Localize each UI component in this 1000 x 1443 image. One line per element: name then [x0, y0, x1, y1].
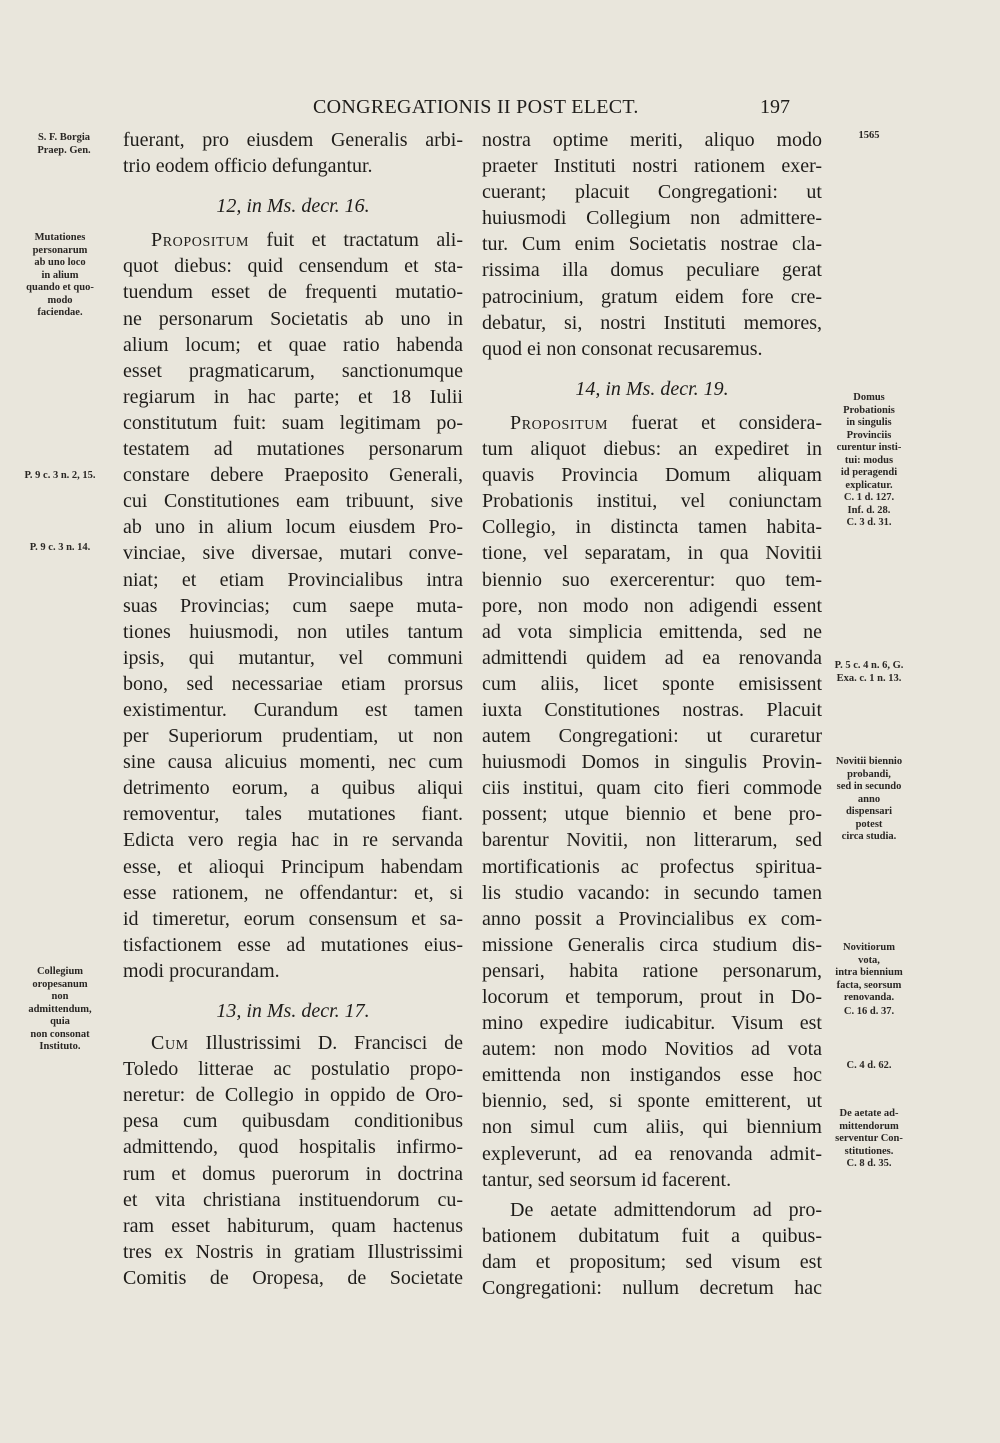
text-line: tantur, sed seorsum id facerent.	[482, 1168, 732, 1191]
margin-line: Probationis	[843, 404, 895, 416]
margin-line: non consonat	[30, 1028, 90, 1040]
author-note	[8, 132, 120, 157]
text-line: tisfactionem esse ad mutationes eius-	[123, 933, 463, 956]
text-line: ne personarum Societatis ab uno in	[123, 307, 463, 330]
margin-line: facta, seorsum	[836, 979, 902, 991]
text-line: ipsis, qui mutantur, vel communi	[123, 646, 463, 669]
text-line: constare debere Praeposito Generali,	[123, 464, 463, 487]
margin-line: probandi,	[847, 768, 891, 780]
text-line: id timeretur, eorum consensum et sa-	[123, 907, 463, 930]
text-line: locorum et temporum, prout in Do-	[482, 986, 822, 1008]
text-line: sine causa alicuius momenti, nec cum	[123, 751, 463, 774]
margin-line: in alium	[41, 269, 79, 281]
margin-line: vota,	[858, 954, 880, 966]
paragraph-first-line	[482, 410, 822, 436]
margin-line: in singulis	[846, 417, 892, 428]
text-line: niat; et etiam Provincialibus intra	[123, 568, 463, 591]
section-heading: 14, in Ms. decr. 19.	[575, 377, 729, 400]
margin-line: explicatur.	[845, 479, 893, 491]
text-line: cuerant; placuit Congregationi: ut	[482, 181, 822, 204]
margin-line: C. 1 d. 127.	[843, 492, 895, 503]
text-line: nostra optime meriti, aliquo modo	[482, 129, 822, 151]
lead-word: Cum	[151, 1032, 189, 1055]
text-line: Collegio, in distincta tamen habita-	[482, 516, 822, 539]
text-line: Edicta vero regia hac in re servanda	[123, 829, 463, 852]
text-line: Probationis institui, vel coniunctam	[482, 490, 822, 513]
text-line: lis studio vacando: in secundo tamen	[482, 881, 822, 904]
margin-ref: P. 9 c. 3 n. 14.	[29, 542, 91, 553]
text-line: huiusmodi Domos in singulis Provin-	[482, 751, 822, 774]
text-line: esse rationem, ne offendantur: et, si	[123, 881, 463, 904]
paragraph	[482, 127, 822, 362]
section-heading: 13, in Ms. decr. 17.	[216, 1000, 370, 1022]
text-line: missione Generalis circa studium dis-	[482, 933, 822, 956]
text-line: iuxta Constitutiones nostras. Placuit	[482, 698, 822, 721]
margin-line: oropesanum	[32, 978, 88, 990]
text-line: praeter Instituti nostri rationem exer-	[482, 155, 822, 178]
text-line: tuendum esset de frequenti mutatio-	[123, 281, 463, 304]
margin-ref: C. 8 d. 35.	[846, 1158, 892, 1169]
text-line: et vita christiana instituendorum cu-	[123, 1188, 463, 1211]
paragraph	[482, 436, 822, 1193]
text-line: emittenda non instigandos esse hoc	[482, 1064, 822, 1087]
text-line: bationem dubitatum fuit a quibus-	[482, 1224, 822, 1247]
text-line: pore, non modo non adigendi essent	[482, 594, 822, 617]
margin-line: anno	[857, 793, 881, 805]
text-line: mino expedire iudicabitur. Visum est	[482, 1012, 822, 1035]
text-line: mortificationis ac profectus spiritua-	[482, 855, 822, 878]
text-line: Illustrissimi D. Francisci de	[188, 1032, 463, 1055]
margin-line: personarum	[32, 244, 88, 256]
text-line: tum aliquot diebus: an expediret in	[482, 438, 822, 461]
text-line: removentur, tales mutationes fiant.	[123, 803, 463, 826]
margin-line: P. 5 c. 4 n. 6, G.	[834, 660, 904, 671]
text-line: anno possit a Provincialibus ex com-	[482, 907, 822, 930]
text-line: constitutum fuit: suam legitimam po-	[123, 411, 463, 434]
text-line: esset pragmaticarum, sanctionumque	[123, 359, 463, 382]
text-line: fuit et tractatum ali-	[249, 229, 463, 252]
text-line: huiusmodi Collegium non admittere-	[482, 207, 822, 230]
margin-note-vota	[818, 942, 920, 1005]
margin-line: tui: modus	[844, 454, 894, 466]
text-line: expleverunt, ad ea renovanda admit-	[482, 1142, 822, 1165]
text-line: modi procurandam.	[123, 959, 280, 982]
text-line: rissima illa domus peculiare gerat	[482, 259, 822, 282]
paragraph	[123, 253, 463, 984]
text-column-left	[123, 127, 463, 1291]
margin-line: intra biennium	[835, 967, 903, 978]
text-line: Comitis de Oropesa, de Societate	[123, 1266, 463, 1289]
text-line: tur. Cum enim Societatis nostrae cla-	[482, 233, 822, 256]
margin-line: admittendum,	[28, 1003, 92, 1015]
paragraph-first-line	[123, 1030, 463, 1056]
text-line: neretur: de Collegio in oppido de Oro-	[123, 1084, 463, 1107]
margin-line: S. F. Borgia	[37, 132, 91, 143]
margin-ref-p5	[818, 660, 920, 685]
text-line: biennio suo exercerentur: quo tem-	[482, 568, 822, 591]
text-line: patrocinium, gratum eidem fore cre-	[482, 285, 822, 308]
paragraph	[482, 1197, 822, 1301]
margin-line: Novitiorum	[843, 942, 895, 953]
text-line: ram esset habiturum, quam hactenus	[123, 1214, 463, 1237]
text-line: cum aliis, licet sponte emisissent	[482, 672, 822, 695]
year-note: 1565	[858, 130, 880, 141]
margin-line: potest	[855, 818, 883, 830]
margin-ref: P. 9 c. 3 n. 2, 15.	[24, 470, 96, 481]
margin-line: curentur insti-	[836, 442, 902, 453]
margin-ref: C. 4 d. 62.	[846, 1060, 892, 1071]
margin-line: dispensari	[845, 806, 893, 817]
text-line: possent; utque biennio et bene pro-	[482, 803, 822, 826]
text-line: Congregationi: nullum decretum hac	[482, 1277, 822, 1300]
margin-line: Novitii biennio	[835, 756, 903, 767]
text-line: fuerant, pro eiusdem Generalis arbi-	[123, 129, 463, 151]
margin-ref: C. 16 d. 37.	[843, 1006, 895, 1017]
text-line: bono, sed necessariae etiam prorsus	[123, 672, 463, 695]
margin-line: circa studia.	[841, 831, 897, 842]
text-line: autem Congregationi: ut curaretur	[482, 725, 822, 748]
page-number: 197	[760, 96, 790, 118]
margin-line: serventur Con-	[835, 1133, 903, 1144]
margin-line: Mutationes	[34, 232, 86, 243]
text-line: admittendo, quod hospitalis infirmo-	[123, 1136, 463, 1159]
margin-line: Inf. d. 28.	[847, 504, 891, 516]
margin-line: quando et quo-	[26, 282, 94, 293]
margin-refs-domus	[818, 492, 920, 530]
text-line: barentur Novitii, non litterarum, sed	[482, 829, 822, 852]
paragraph	[123, 1056, 463, 1291]
page-header	[0, 96, 1000, 124]
running-title: CONGREGATIONIS II POST ELECT.	[313, 96, 639, 118]
text-line: dam et propositum; sed visum est	[482, 1250, 822, 1273]
margin-line: id peragendi	[840, 467, 898, 478]
text-line: ab uno in alium locum eiusdem Pro-	[123, 516, 463, 539]
margin-line: renovanda.	[843, 992, 895, 1003]
margin-line: De aetate ad-	[839, 1108, 899, 1119]
margin-line: sed in secundo	[836, 781, 902, 792]
text-line: ciis institui, quam cito fieri commode	[482, 777, 822, 800]
text-line: detrimento eorum, a quibus aliqui	[123, 777, 463, 800]
margin-line: Praep. Gen.	[37, 144, 91, 156]
text-line: tres ex Nostris in gratiam Illustrissimi	[123, 1240, 463, 1263]
margin-line: modo	[47, 294, 73, 306]
margin-line: faciendae.	[37, 307, 83, 318]
margin-line: Provinciis	[846, 429, 892, 441]
text-line: biennio, sed, si sponte emitterent, ut	[482, 1090, 822, 1113]
text-line: debatur, si, nostri Instituti memores,	[482, 311, 822, 334]
paragraph	[123, 127, 463, 179]
text-line: regiarum in hac parte; et 18 Iulii	[123, 385, 463, 408]
text-line: quot diebus: quid censendum et sta-	[123, 255, 463, 278]
text-line: testatem ad mutationes personarum	[123, 438, 463, 461]
text-line: pensari, habita ratione personarum,	[482, 959, 822, 982]
margin-note-collegium	[4, 966, 116, 1054]
text-line: pesa cum quibusdam conditionibus	[123, 1110, 463, 1133]
lead-word: Propositum	[510, 411, 609, 434]
margin-note-domus	[818, 392, 920, 492]
margin-line: mittendorum	[839, 1120, 899, 1132]
margin-line: Domus	[853, 392, 885, 403]
text-line: trio eodem officio defungantur.	[123, 155, 373, 178]
margin-line: Collegium	[36, 966, 84, 977]
margin-line: Instituto.	[39, 1041, 81, 1052]
text-line: ad vota simplicia emittenda, sed ne	[482, 620, 822, 643]
margin-line: non	[51, 991, 69, 1002]
text-line: quavis Provincia Domum aliquam	[482, 464, 822, 487]
text-line: tione, vel separatam, in qua Novitii	[482, 542, 822, 565]
margin-line: stitutiones.	[844, 1145, 894, 1157]
text-column-right	[482, 127, 822, 1301]
paragraph-first-line	[123, 227, 463, 253]
text-line: rum et domus puerorum in doctrina	[123, 1162, 463, 1185]
text-line: existimentur. Curandum est tamen	[123, 698, 463, 721]
text-line: Toledo litterae ac postulatio propo-	[123, 1058, 463, 1081]
margin-note-aetate	[818, 1108, 920, 1158]
text-line: vinciae, sive diversae, mutari conve-	[123, 542, 463, 565]
text-line: non simul cum aliis, qui biennium	[482, 1116, 822, 1139]
margin-line: quia	[50, 1016, 70, 1027]
text-line: cui Constitutiones eam tribuunt, sive	[123, 490, 463, 513]
text-line: alium locum; et quae ratio habenda	[123, 333, 463, 356]
margin-line: Exa. c. 1 n. 13.	[836, 672, 902, 684]
text-line: per Superiorum prudentiam, ut non	[123, 725, 463, 748]
section-heading: 12, in Ms. decr. 16.	[216, 195, 370, 218]
text-line: fuerat et considera-	[608, 411, 822, 434]
text-line: admittendi quidem ad ea renovanda	[482, 646, 822, 669]
margin-line: C. 3 d. 31.	[846, 517, 892, 528]
text-line: De aetate admittendorum ad pro-	[510, 1198, 822, 1221]
text-line: suas Provincias; cum saepe muta-	[123, 594, 463, 617]
text-line: quod ei non consonat recusaremus.	[482, 337, 763, 360]
text-line: esse, et alioqui Principum habendam	[123, 855, 463, 878]
margin-note-mutationes	[4, 232, 116, 320]
text-line: tiones huiusmodi, non utiles tantum	[123, 620, 463, 643]
margin-note-novitii	[818, 756, 920, 844]
text-line: autem: non modo Novitios ad vota	[482, 1038, 822, 1061]
lead-word: Propositum	[151, 229, 250, 252]
margin-line: ab uno loco	[34, 257, 86, 268]
